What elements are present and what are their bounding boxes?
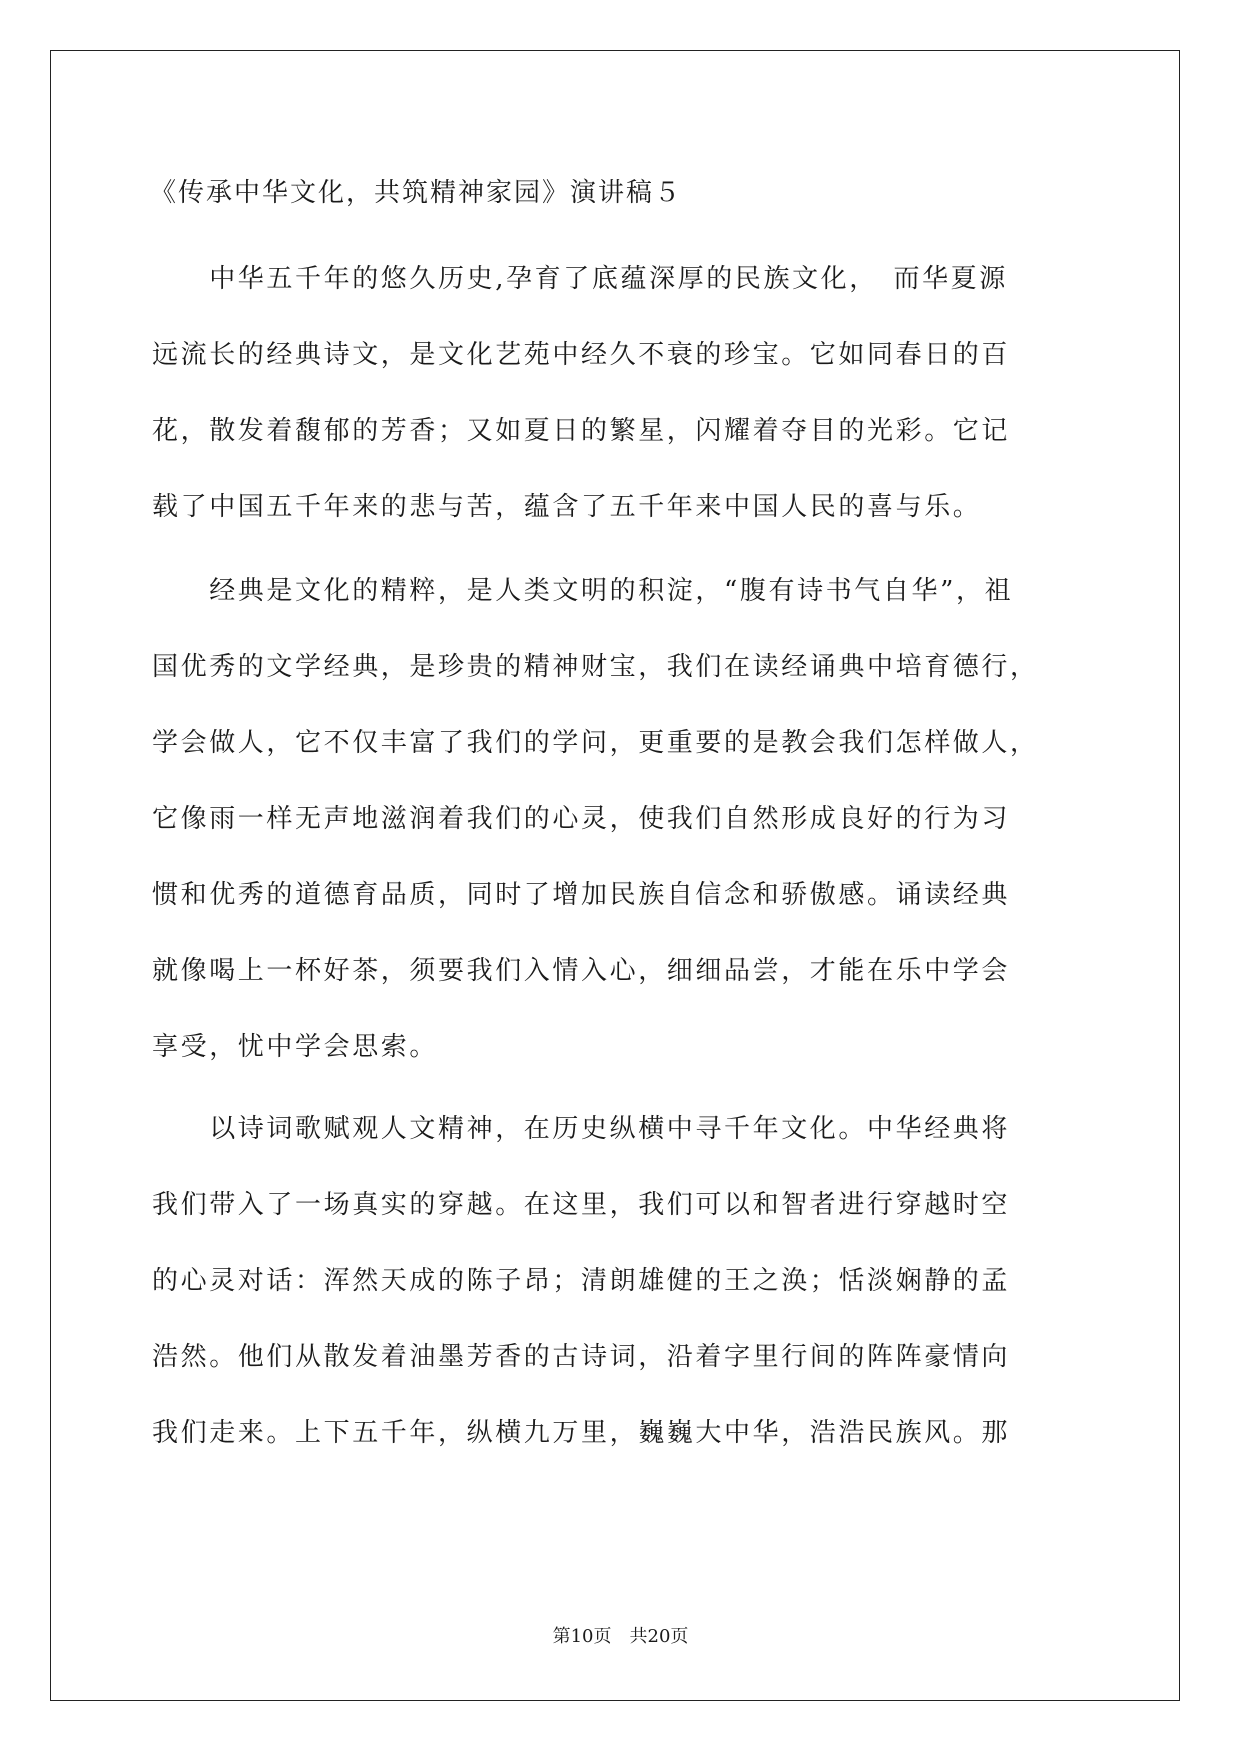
text-line: 就像喝上一杯好茶，须要我们入情入心，细细品尝，才能在乐中学会 xyxy=(152,956,1011,986)
text-line: 国优秀的文学经典，是珍贵的精神财宝，我们在读经诵典中培育德行， xyxy=(152,652,1039,682)
text-line: 的心灵对话：浑然天成的陈子昂；清朗雄健的王之涣；恬淡娴静的孟 xyxy=(152,1266,1011,1296)
text-line: 中华五千年的悠久历史,孕育了底蕴深厚的民族文化， 而华夏源 xyxy=(152,264,1008,294)
text-line: 浩然。他们从散发着油墨芳香的古诗词，沿着字里行间的阵阵豪情向 xyxy=(152,1342,1011,1372)
text-line: 享受，忧中学会思索。 xyxy=(152,1032,439,1062)
document-title: 《传承中华文化，共筑精神家园》演讲稿５ xyxy=(150,178,683,208)
text-line: 以诗词歌赋观人文精神，在历史纵横中寻千年文化。中华经典将 xyxy=(152,1114,1011,1144)
text-line: 经典是文化的精粹，是人类文明的积淀，“腹有诗书气自华”，祖 xyxy=(152,576,1014,606)
text-line: 花，散发着馥郁的芳香；又如夏日的繁星，闪耀着夺目的光彩。它记 xyxy=(152,416,1011,446)
text-line: 远流长的经典诗文，是文化艺苑中经久不衰的珍宝。它如同春日的百 xyxy=(152,340,1011,370)
text-line: 载了中国五千年来的悲与苦，蕴含了五千年来中国人民的喜与乐。 xyxy=(152,492,982,522)
text-line: 惯和优秀的道德育品质，同时了增加民族自信念和骄傲感。诵读经典 xyxy=(152,880,1011,910)
text-line: 我们走来。上下五千年，纵横九万里，巍巍大中华，浩浩民族风。那 xyxy=(152,1418,1011,1448)
text-line: 学会做人，它不仅丰富了我们的学问，更重要的是教会我们怎样做人， xyxy=(152,728,1039,758)
page-number: 第10页 共20页 xyxy=(552,1626,689,1647)
text-line: 我们带入了一场真实的穿越。在这里，我们可以和智者进行穿越时空 xyxy=(152,1190,1011,1220)
text-line: 它像雨一样无声地滋润着我们的心灵，使我们自然形成良好的行为习 xyxy=(152,804,1011,834)
